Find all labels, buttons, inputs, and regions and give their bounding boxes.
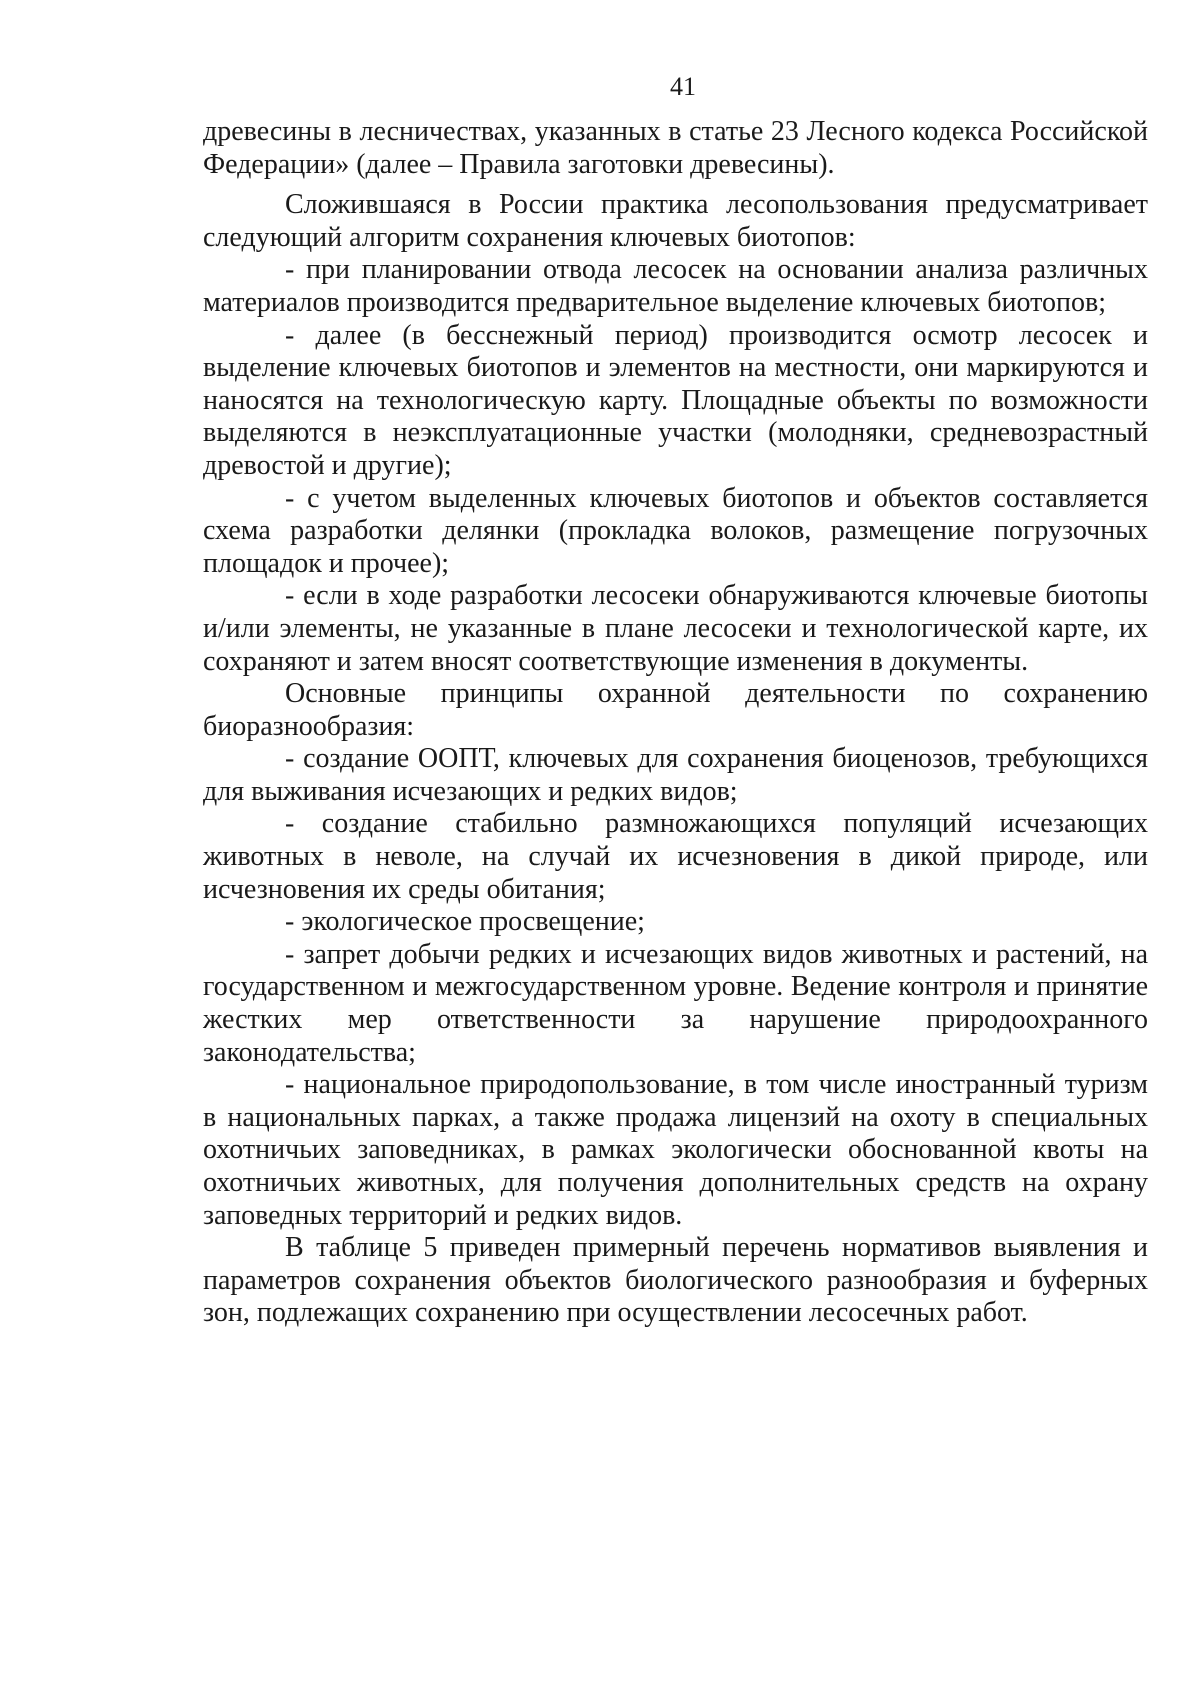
paragraph-practice-intro: Сложившаяся в России практика лесопользования предусматривает следующий алгоритм сохранения ключевых биотопов:: [203, 189, 1148, 253]
list-item-discovery: - если в ходе разработки лесосеки обнаруживаются ключевые биотопы и/или элементы, не указанные в плане лесосеки и технологической карте, их сохраняют и затем вносят соответствующие изменения в документы.: [203, 580, 1148, 677]
page-number: 41: [670, 72, 696, 101]
list-item-education: - экологическое просвещение;: [285, 906, 645, 938]
document-body: [203, 116, 1148, 1330]
list-item-scheme: - с учетом выделенных ключевых биотопов и объектов составляется схема разработки делянки (прокладка волоков, размещение погрузочных площадок и прочее);: [203, 482, 1148, 579]
list-item-protected-areas: - создание ООПТ, ключевых для сохранения биоценозов, требующихся для выживания исчезающих и редких видов;: [203, 743, 1148, 807]
paragraph-continuation: древесины в лесничествах, указанных в статье 23 Лесного кодекса Российской Федерации» (далее – Правила заготовки древесины).: [203, 116, 1148, 180]
list-item-hunting-ban: - запрет добычи редких и исчезающих видов животных и растений, на государственном и межгосударственном уровне. Ведение контроля и принятие жестких мер ответственности за нарушение природоохранного законодательства;: [203, 938, 1148, 1068]
list-item-national-use: - национальное природопользование, в том числе иностранный туризм в национальных парках, а также продажа лицензий на охоту в специальных охотничьих заповедниках, в рамках экологически обоснованной квоты на охотничьих животных, для получения дополнительных средств на охрану заповедных территорий и редких видов.: [203, 1069, 1148, 1231]
list-item-inspection: - далее (в бесснежный период) производится осмотр лесосек и выделение ключевых биотопов и элементов на местности, они маркируются и наносятся на технологическую карту. Площадные объекты по возможности выделяются в неэксплуатационные участки (молодняки, средневозрастный древостой и другие);: [203, 319, 1148, 481]
list-item-captive-breeding: - создание стабильно размножающихся популяций исчезающих животных в неволе, на случай их исчезновения в дикой природе, или исчезновения их среды обитания;: [203, 808, 1148, 905]
paragraph-principles-intro: Основные принципы охранной деятельности по сохранению биоразнообразия:: [203, 678, 1148, 742]
list-item-planning: - при планировании отвода лесосек на основании анализа различных материалов производится предварительное выделение ключевых биотопов;: [203, 254, 1148, 318]
paragraph-table-reference: В таблице 5 приведен примерный перечень нормативов выявления и параметров сохранения объектов биологического разнообразия и буферных зон, подлежащих сохранению при осуществлении лесосечных работ.: [203, 1232, 1148, 1329]
